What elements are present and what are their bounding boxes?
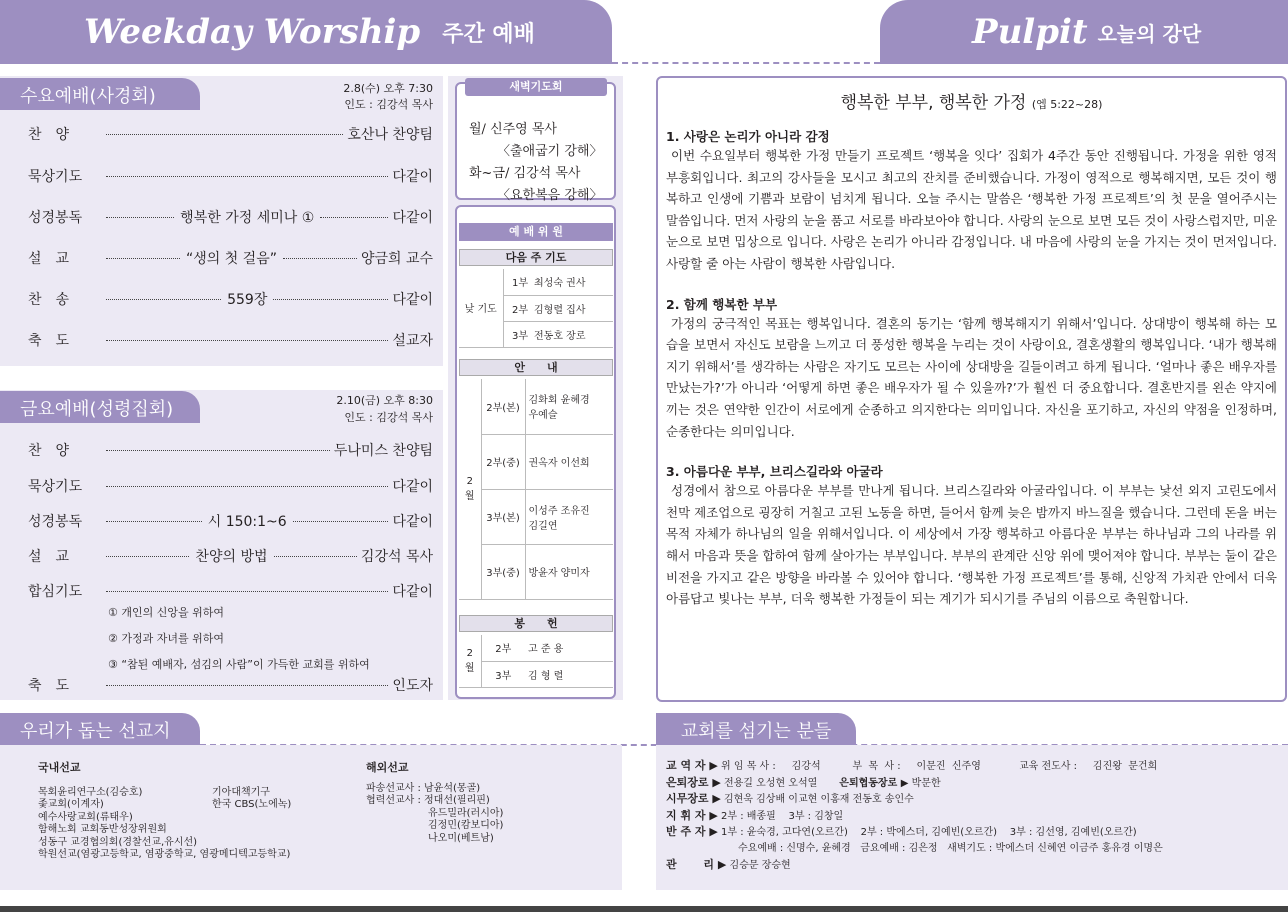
staff-row (666, 791, 1163, 808)
month-label: 2월 (459, 635, 481, 687)
staff-text: 1부 : 윤숙경, 고다연(오르간) 2부 : 박에스더, 김예빈(오르간) 3부 : 김선영, 김예빈(오르간) (721, 827, 1137, 839)
list-item: 학원선교(염광고등학교, 염광중학교, 염광메디텍고등학교) (38, 849, 291, 861)
list-item: 한국 CBS(노에녹) (212, 799, 292, 811)
list-item: 나오미(베트남) (428, 832, 494, 844)
staff-label: 교 역 자 ▶ (666, 759, 718, 772)
staff-row (666, 775, 1163, 792)
offering-title: 봉 헌 (459, 615, 613, 632)
row-mid: 559장 (227, 292, 268, 308)
weekday-title-ko: 주간 예배 (442, 21, 535, 47)
friday-tab: 금요예배(성령집회) (0, 391, 200, 423)
wed-row-3 (28, 207, 433, 227)
missions-tab: 우리가 돕는 선교지 (0, 713, 200, 745)
wed-row-1 (28, 124, 433, 144)
wed-row-2 (28, 166, 433, 186)
fri-row-5 (28, 581, 433, 601)
committee-title: 예 배 위 원 (459, 223, 613, 241)
row-label: 묵상기도 (28, 169, 83, 185)
month-label: 2월 (459, 379, 481, 599)
staff-text: 김현욱 김상배 이교현 이홍재 전동호 송인수 (723, 794, 914, 806)
dawn-line-4: 〈요한복음 강해〉 (497, 188, 603, 203)
weekday-header (0, 0, 612, 64)
staff-row (666, 841, 1163, 857)
name-cell: 이성주 조유진 김길연 (525, 489, 613, 544)
sermon-heading (666, 88, 1277, 113)
name-cell: 김 형 렬 (525, 661, 613, 687)
wednesday-tab: 수요예배(사경회) (0, 78, 200, 110)
prayer-3: ③ “참된 예배자, 섬김의 사람”이 가득한 교회를 위하여 (108, 658, 370, 671)
sermon-body (666, 127, 1277, 610)
dawn-line-3: 화~금/ 김강석 목사 (469, 166, 581, 181)
staff-label: 관 리 ▶ (666, 857, 727, 871)
prayer-2: ② 가정과 자녀를 위하여 (108, 632, 224, 645)
row-value: 다같이 (392, 292, 434, 308)
row-label: 설 교 (28, 549, 70, 565)
footer-bar (0, 906, 1288, 912)
name-cell: 전동호 장로 (531, 321, 613, 347)
name-cell: 방윤자 양미자 (525, 544, 613, 599)
wednesday-date: 2.8(수) 오후 7:30 (343, 82, 433, 95)
pulpit-title-en: Pulpit (972, 12, 1088, 52)
overseas-list (366, 783, 503, 845)
list-item: 좇교회(이계자) (38, 799, 104, 811)
next-prayer-title: 다음 주 기도 (459, 249, 613, 266)
list-item: 성동구 교경협의회(경찰선교,유시선) (38, 836, 198, 848)
section-heading: 2. 함께 행복한 부부 (666, 296, 778, 312)
sermon-box (656, 76, 1287, 702)
row-label: 성경봉독 (28, 210, 83, 226)
row-value: 다같이 (392, 584, 433, 600)
staff-label: 은퇴장로 ▶ (666, 775, 721, 789)
staff-row (666, 808, 1163, 825)
staff-text: 전용길 오성현 오석열 (723, 777, 818, 789)
list-item: 파송선교사 : 남윤석(몽골) (366, 783, 481, 794)
list-item: 예수사랑교회(류태우) (38, 811, 133, 823)
table-row (459, 434, 613, 489)
header-divider (612, 62, 880, 64)
fri-row-4 (28, 546, 433, 566)
sermon-ref: (엡 5:22~28) (1031, 98, 1103, 111)
section-body: 성경에서 참으로 아름다운 부부를 만나게 됩니다. 브리스길라와 아굴라입니다. 이 부부는 낯선 외지 고린도에서 천막 제조업으로 굉장히 거칠고 고된 노동을 하면, 들어서 함께 늦은 밤까지 바느질을 했습니다. 그런데 돈을 버는 목적 자체가 하나님의 일을 위해서입니다. 이 세상에서 가장 행복하고 아름다운 부부는 하나님과 그의 나라를 위해서 마음과 뜻을 합하여 함께 살아가는 부부입니다. 부부의 관계란 신앙 위에 맺어져야 합니다. 부부는 둘이 같은 비전을 가지고 같은 방향을 바라볼 수 있어야 합니다. ‘행복한 가정 프로젝트’를 통해, 신앙적 가치관 안에서 더욱 아름답고 빛나는 부부, 더욱 행복한 가정들이 되는 계기가 되시기를 주님의 이름으로 축원합니다. (666, 483, 1277, 607)
prayer-1: ① 개인의 신앙을 위하여 (108, 606, 224, 619)
row-mid: 시 150:1~6 (207, 514, 287, 530)
pulpit-header (880, 0, 1288, 64)
section-heading: 1. 사랑은 논리가 아니라 감정 (666, 129, 830, 144)
row-value: 다같이 (392, 514, 434, 530)
row-label: 축 도 (28, 333, 70, 349)
part-cell: 3부 (481, 661, 525, 687)
committee-box (455, 205, 616, 699)
row-label: 설 교 (28, 251, 70, 267)
staff-text: 수요예배 : 신명수, 윤혜경 금요예배 : 김은정 새벽기도 : 박에스더 신혜연 이금주 홍유경 이명은 (738, 842, 1163, 854)
offering-table (459, 635, 613, 688)
section-body: 이번 수요일부터 행복한 가정 만들기 프로젝트 ‘행복을 잇다’ 집회가 4주간 동안 진행됩니다. 가정을 위한 영적 부흥회입니다. 최고의 강사들을 모시고 최고의 잔치를 준비했습니다. 가정이 영적으로 행복해지면, 모든 것이 행복하고 인생에 기쁨과 보람이 넘치게 됩니다. 오늘 주시는 말씀은 ‘행복한 가정 프로젝트’의 첫 문을 열어주시는 말씀입니다. 먼저 사랑의 눈을 품고 서로를 바라보아야 합니다. 사랑의 눈으로 보면 모든 것이 사랑스럽지만, 미운 눈으로 보면 밉상으로 입니다. 사랑은 논리가 아니라 감정입니다. 내 마음에 사랑의 눈을 가지는 것이 먼저입니다. 사랑할 줄 아는 사람이 행복한 사람입니다. (666, 148, 1277, 271)
guide-title: 안 내 (459, 359, 613, 376)
list-item: 기아대책기구 (212, 787, 270, 798)
staff-extra: 박문한 (911, 777, 941, 789)
staff-row (666, 758, 1163, 775)
name-cell: 김형렬 집사 (531, 295, 613, 321)
staff-label: 지 휘 자 ▶ (666, 808, 718, 822)
name-cell: 고 준 용 (525, 635, 613, 661)
wednesday-leader: 인도 : 김강석 목사 (344, 98, 433, 111)
name-cell: 권옥자 이선희 (525, 434, 613, 489)
row-value: 다같이 (392, 169, 433, 185)
table-row (459, 269, 613, 295)
name-cell: 최성숙 권사 (531, 269, 613, 295)
list-item: 협력선교사 : 정대선(필리핀) (366, 795, 490, 807)
row-label: 축 도 (28, 678, 70, 694)
section-heading: 3. 아름다운 부부, 브리스길라와 아굴라 (666, 464, 883, 480)
fri-row-1 (28, 440, 433, 460)
staff-label: 반 주 자 ▶ (666, 825, 718, 839)
staff-text: 김승문 장승현 (729, 859, 791, 871)
pulpit-title-ko: 오늘의 강단 (1097, 21, 1202, 46)
row-value: 인도자 (392, 678, 433, 694)
staff-row (666, 824, 1163, 841)
row-value: 다같이 (392, 479, 433, 495)
staff-label: 시무장로 ▶ (666, 792, 721, 806)
guide-table (459, 379, 613, 600)
fri-row-3 (28, 511, 433, 531)
fri-row-6 (28, 675, 433, 695)
part-cell: 2부 (481, 635, 525, 661)
domestic-list-2 (212, 787, 291, 812)
part-cell: 2부 (503, 295, 531, 321)
row-mid: “생의 첫 걸음” (185, 251, 277, 267)
table-row (459, 544, 613, 599)
row-label: 성경봉독 (28, 514, 83, 530)
overseas-title: 해외선교 (366, 761, 409, 774)
row-mid: 찬양의 방법 (195, 549, 268, 565)
part-cell: 3부(중) (481, 544, 525, 599)
part-cell: 1부 (503, 269, 531, 295)
prayer-label: 낮 기도 (459, 269, 503, 347)
part-cell: 3부 (503, 321, 531, 347)
friday-leader: 인도 : 김강석 목사 (344, 411, 433, 424)
row-value: 양금희 교수 (360, 251, 434, 267)
row-label: 합심기도 (28, 584, 83, 600)
weekday-title-en: Weekday Worship (84, 12, 421, 52)
part-cell: 3부(본) (481, 489, 525, 544)
part-cell: 2부(중) (481, 434, 525, 489)
table-row (459, 379, 613, 434)
staff-text: 위 임 목 사 : 김강석 부 목 사 : 이문진 신주영 교육 전도사 : 김진왕 문건희 (721, 761, 1158, 772)
row-label: 찬 양 (28, 443, 70, 459)
list-item: 목회윤리연구소(김승호) (38, 787, 143, 798)
part-cell: 2부(본) (481, 379, 525, 434)
row-mid: 행복한 가정 세미나 ① (180, 210, 315, 226)
domestic-title: 국내선교 (38, 761, 81, 774)
staff-list (666, 758, 1163, 873)
staff-text: 2부 : 배종필 3부 : 김창일 (721, 810, 844, 822)
row-value: 김강석 목사 (360, 549, 433, 565)
prayer-table (459, 269, 613, 348)
table-row (459, 661, 613, 687)
list-item: 김정민(캄보디아) (428, 820, 504, 832)
row-value: 설교자 (392, 333, 433, 349)
table-row (459, 489, 613, 544)
row-label: 찬 송 (28, 292, 70, 308)
dawn-title: 새벽기도회 (465, 78, 607, 96)
name-cell: 김화회 윤혜경 우예슬 (525, 379, 613, 434)
wed-row-4 (28, 248, 433, 268)
friday-panel (0, 390, 443, 700)
sermon-title: 행복한 부부, 행복한 가정 (840, 93, 1027, 113)
wed-row-5 (28, 289, 433, 309)
wed-row-6 (28, 330, 433, 350)
dawn-line-1: 월/ 신주영 목사 (469, 122, 557, 137)
list-item: 함해노회 교회동반성장위원회 (38, 824, 167, 836)
row-value: 다같이 (392, 210, 434, 226)
dawn-line-2: 〈출애굽기 강해〉 (497, 144, 603, 159)
row-label: 찬 양 (28, 127, 70, 143)
staff-tab: 교회를 섬기는 분들 (656, 713, 856, 745)
row-value: 두나미스 찬양팀 (333, 443, 433, 459)
staff-extra-label: 은퇴협동장로 ▶ (839, 777, 909, 789)
dawn-prayer-box (455, 80, 616, 203)
row-value: 호산나 찬양팀 (347, 127, 433, 143)
table-row (459, 635, 613, 661)
row-label: 묵상기도 (28, 479, 83, 495)
staff-row (666, 857, 1163, 874)
list-item: 유드밀라(러시아) (428, 807, 504, 819)
friday-date: 2.10(금) 오후 8:30 (336, 394, 433, 407)
section-body: 가정의 궁극적인 목표는 행복입니다. 결혼의 동기는 ‘함께 행복해지기 위해서’입니다. 상대방이 행복해 하는 모습을 보면서 자신도 보람을 느끼고 더 풍성한 행복을 누리는 것이 사랑이요, 결혼생활의 행복입니다. ‘내가 행복해지기 위해서’를 생각하는 사람은 자기도 모르는 사이에 상대방을 길들이려고 하게 됩니다. ‘얼마나 좋은 배우자를 만났는가?’가 아니라 ‘어떻게 하면 좋은 배우자가 될 수 있을까?’가 훨씬 더 중요합니다. 결혼반지를 왼손 약지에 끼는 것은 연약한 인간이 서로에게 순종하고 의지한다는 의미입니다. 자신을 포기하고, 자신의 약점을 인정하며, 순종한다는 의미입니다. (666, 315, 1277, 439)
fri-row-2 (28, 476, 433, 496)
